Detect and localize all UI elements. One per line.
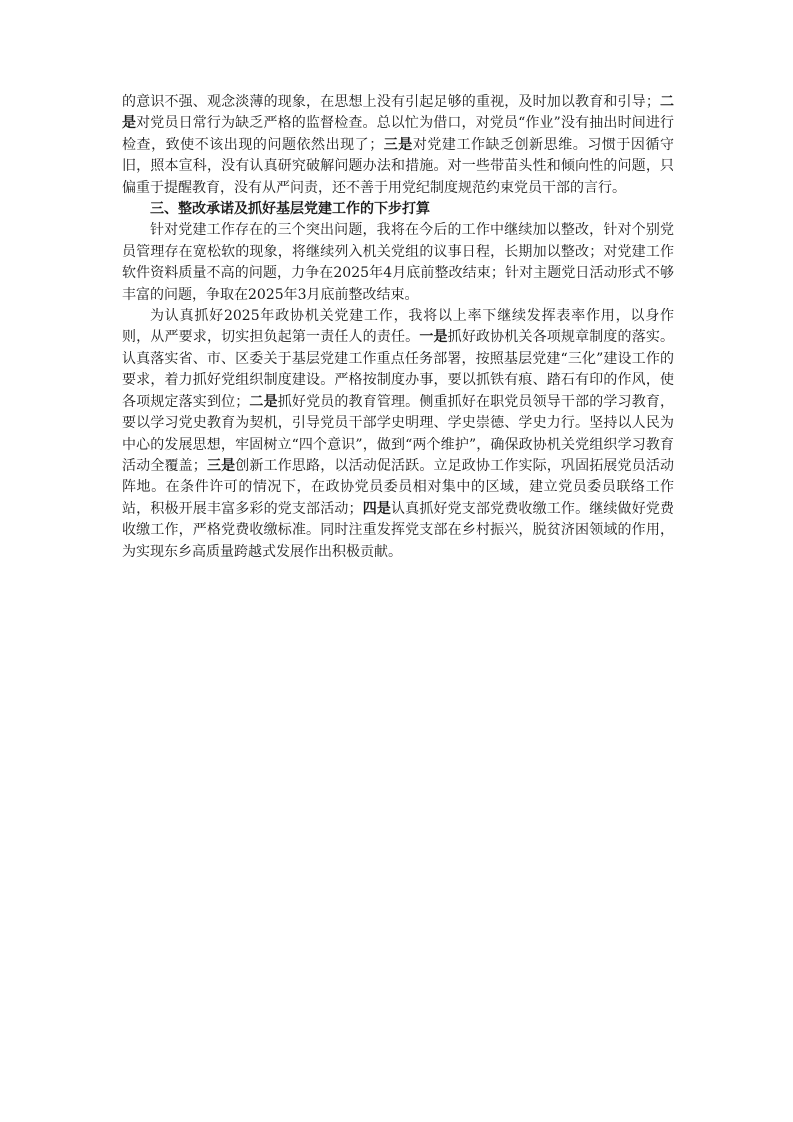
keyword-second: 二是 [249,393,278,410]
section-heading: 三、整改承诺及抓好基层党建工作的下步打算 [150,201,430,218]
text-segment: 认真抓好党支部党费收缴工作。继续做好党费收缴工作，严格党费收缴标准。同时注重发挥党支部在乡村振兴，脱贫济困领域的作用，为实现东乡高质量跨越式发展作出积极贡献。 [122,500,675,560]
paragraph-plan [122,306,674,563]
keyword-first: 一是 [419,329,448,346]
paragraph-problems-continued [122,92,674,199]
keyword-third: 三是 [383,136,413,153]
text-segment: 抓好政协机关各项规章制度的落实。认真落实省、市、区委关于基层党建工作重点任务部署，按照基层党建“三化”建设工作的要求，着力抓好党组织制度建设。严格按制度办事，要以抓铁有痕、踏石有印的作风，使各项规定落实到位； [122,329,675,410]
text-segment: 创新工作思路，以活动促活跃。立足政协工作实际，巩固拓展党员活动阵地。在条件许可的情况下，在政协党员委员相对集中的区域，建立党员委员联络工作站，积极开展丰富多彩的党支部活动； [122,457,675,517]
keyword-third: 三是 [206,457,236,474]
text-segment: 的意识不强、观念淡薄的现象，在思想上没有引起足够的重视，及时加以教育和引导； [122,94,660,110]
keyword-fourth: 四是 [362,500,392,517]
paragraph-rectification: 针对党建工作存在的三个突出问题，我将在今后的工作中继续加以整改，针对个别党员管理存在宽松软的现象，将继续列入机关党组的议事日程，长期加以整改；对党建工作软件资料质量不高的问题，力争在2025年4月底前整改结束；针对主题党日活动形式不够丰富的问题，争取在2025年3月底前整改结束。 [122,222,674,303]
document-body [122,92,674,563]
text-segment: 对党建工作缺乏创新思维。习惯于因循守旧，照本宣科，没有认真研究破解问题办法和措施。对一些带苗头性和倾向性的问题，只偏重于提醒教育，没有从严问责，还不善于用党纪制度规范约束党员干部的言行。 [122,136,675,196]
text-segment: 为认真抓好2025年政协机关党建工作，我将以上率下继续发挥表率作用，以身作则，从严要求，切实担负起第一责任人的责任。 [122,308,674,346]
text-segment: 抓好党员的教育管理。侧重抓好在职党员领导干部的学习教育，要以学习党史教育为契机，引导党员干部学史明理、学史崇德、学史力行。坚持以人民为中心的发展思想，牢固树立“四个意识”，做到“两个维护”，确保政协机关党组织学习教育活动全覆盖； [122,393,675,474]
text-segment: 对党员日常行为缺乏严格的监督检查。总以忙为借口，对党员“作业”没有抽出时间进行检查，致使不该出现的问题依然出现了； [122,115,675,153]
keyword-second: 二是 [122,94,675,132]
